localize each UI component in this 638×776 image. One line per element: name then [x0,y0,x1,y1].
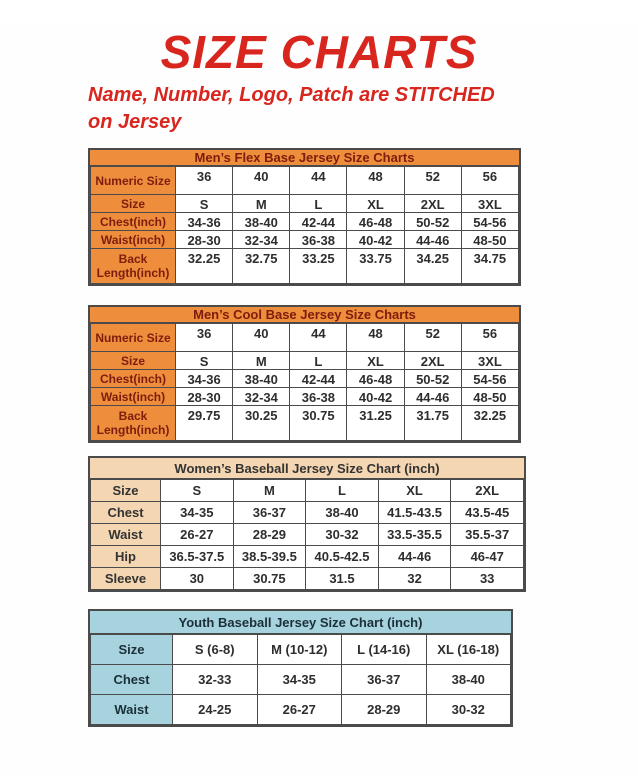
table-cell: 34-36 [176,370,233,388]
table-cell: 26-27 [257,695,342,725]
table-cell: L [306,480,379,502]
table-cell: 52 [404,324,461,352]
table-row [91,524,524,546]
table-cell: 35.5-37 [451,524,524,546]
table-cell: 31.75 [404,406,461,441]
table-cell: 44-46 [404,388,461,406]
table-row [91,167,519,195]
table-cell: 36 [176,167,233,195]
table-cell: 2XL [451,480,524,502]
table-row [91,324,519,352]
womens-baseball-size-chart [88,456,526,592]
table-cell: 32.25 [176,249,233,284]
table-cell: 30.75 [290,406,347,441]
table-row [91,695,511,725]
row-label: Size [91,195,176,213]
table-row [91,568,524,590]
table-cell: 48 [347,167,404,195]
table-cell: XL [347,195,404,213]
table-cell: 44-46 [378,546,451,568]
size-table [90,634,511,725]
row-label: Hip [91,546,161,568]
table-cell: 24-25 [173,695,258,725]
row-label: Sleeve [91,568,161,590]
table-cell: XL [378,480,451,502]
table-cell: 38-40 [426,665,511,695]
table-cell: 29.75 [176,406,233,441]
table-cell: 30 [161,568,234,590]
table-cell: 54-56 [461,213,518,231]
table-row [91,388,519,406]
youth-baseball-size-chart [88,609,513,727]
table-cell: 28-30 [176,231,233,249]
table-cell: 44 [290,324,347,352]
table-row [91,502,524,524]
page-subtitle-line1: Name, Number, Logo, Patch are STITCHED [88,84,495,106]
table-cell: 56 [461,167,518,195]
table-title: Youth Baseball Jersey Size Chart (inch) [90,611,511,634]
table-cell: M [233,352,290,370]
table-cell: 46-48 [347,370,404,388]
table-cell: S [176,352,233,370]
table-cell: 42-44 [290,370,347,388]
table-cell: M [233,195,290,213]
table-cell: 2XL [404,352,461,370]
table-cell: 50-52 [404,213,461,231]
mens-flex-base-size-chart [88,148,521,286]
table-cell: 33.25 [290,249,347,284]
table-cell: 36 [176,324,233,352]
table-cell: 32.75 [233,249,290,284]
size-chart-page [0,26,638,776]
table-cell: 40-42 [347,231,404,249]
table-cell: 34-35 [161,502,234,524]
table-cell: 40 [233,167,290,195]
row-label: Size [91,635,173,665]
table-cell: 40.5-42.5 [306,546,379,568]
table-row [91,406,519,441]
table-cell: 32-34 [233,388,290,406]
row-label: Back Length(inch) [91,406,176,441]
table-cell: 32 [378,568,451,590]
row-label: Waist(inch) [91,388,176,406]
page-subtitle-line2: on Jersey [88,111,182,133]
table-cell: 38-40 [233,213,290,231]
table-cell: 36.5-37.5 [161,546,234,568]
table-cell: 36-38 [290,231,347,249]
table-cell: 36-37 [342,665,427,695]
table-cell: 52 [404,167,461,195]
table-cell: 34.75 [461,249,518,284]
table-cell: S [176,195,233,213]
table-cell: 40-42 [347,388,404,406]
table-cell: 33 [451,568,524,590]
table-cell: 36-38 [290,388,347,406]
row-label: Size [91,352,176,370]
table-cell: 32-34 [233,231,290,249]
table-cell: 30.75 [233,568,306,590]
table-row [91,370,519,388]
table-cell: 28-30 [176,388,233,406]
page-subtitle [88,82,558,136]
table-cell: L (14-16) [342,635,427,665]
table-cell: 31.5 [306,568,379,590]
size-tables [88,148,638,727]
table-cell: 33.5-35.5 [378,524,451,546]
table-cell: 28-29 [233,524,306,546]
table-cell: 34-35 [257,665,342,695]
table-cell: L [290,352,347,370]
table-cell: 32.25 [461,406,518,441]
page-title: SIZE CHARTS [160,26,478,78]
table-cell: 56 [461,324,518,352]
table-row [91,546,524,568]
table-cell: 32-33 [173,665,258,695]
table-cell: 38-40 [306,502,379,524]
table-cell: 30-32 [306,524,379,546]
table-cell: M (10-12) [257,635,342,665]
row-label: Numeric Size [91,324,176,352]
table-cell: 41.5-43.5 [378,502,451,524]
table-row [91,480,524,502]
table-title: Women’s Baseball Jersey Size Chart (inch) [90,458,524,479]
table-cell: 40 [233,324,290,352]
table-row [91,195,519,213]
table-cell: 44 [290,167,347,195]
table-cell: 43.5-45 [451,502,524,524]
table-cell: 36-37 [233,502,306,524]
table-row [91,231,519,249]
size-table [90,479,524,590]
row-label: Chest [91,502,161,524]
table-cell: 2XL [404,195,461,213]
row-label: Size [91,480,161,502]
row-label: Waist [91,695,173,725]
table-row [91,213,519,231]
table-cell: 38.5-39.5 [233,546,306,568]
table-cell: S (6-8) [173,635,258,665]
table-row [91,665,511,695]
table-cell: 34.25 [404,249,461,284]
table-cell: 33.75 [347,249,404,284]
table-cell: 31.25 [347,406,404,441]
table-cell: 48 [347,324,404,352]
table-cell: 44-46 [404,231,461,249]
table-cell: 28-29 [342,695,427,725]
row-label: Numeric Size [91,167,176,195]
row-label: Chest(inch) [91,213,176,231]
table-row [91,635,511,665]
table-cell: 26-27 [161,524,234,546]
table-cell: 3XL [461,352,518,370]
table-cell: 3XL [461,195,518,213]
row-label: Waist [91,524,161,546]
table-cell: 42-44 [290,213,347,231]
table-cell: 46-47 [451,546,524,568]
mens-cool-base-size-chart [88,305,521,443]
table-cell: 46-48 [347,213,404,231]
table-cell: 54-56 [461,370,518,388]
table-row [91,352,519,370]
table-cell: S [161,480,234,502]
table-cell: 48-50 [461,388,518,406]
row-label: Back Length(inch) [91,249,176,284]
table-cell: 34-36 [176,213,233,231]
table-cell: 30-32 [426,695,511,725]
table-cell: 30.25 [233,406,290,441]
row-label: Waist(inch) [91,231,176,249]
row-label: Chest [91,665,173,695]
row-label: Chest(inch) [91,370,176,388]
table-cell: M [233,480,306,502]
size-table [90,323,519,441]
table-title: Men’s Cool Base Jersey Size Charts [90,307,519,323]
table-cell: L [290,195,347,213]
size-table [90,166,519,284]
table-cell: XL (16-18) [426,635,511,665]
table-row [91,249,519,284]
table-cell: 38-40 [233,370,290,388]
table-title: Men’s Flex Base Jersey Size Charts [90,150,519,166]
table-cell: XL [347,352,404,370]
table-cell: 48-50 [461,231,518,249]
table-cell: 50-52 [404,370,461,388]
